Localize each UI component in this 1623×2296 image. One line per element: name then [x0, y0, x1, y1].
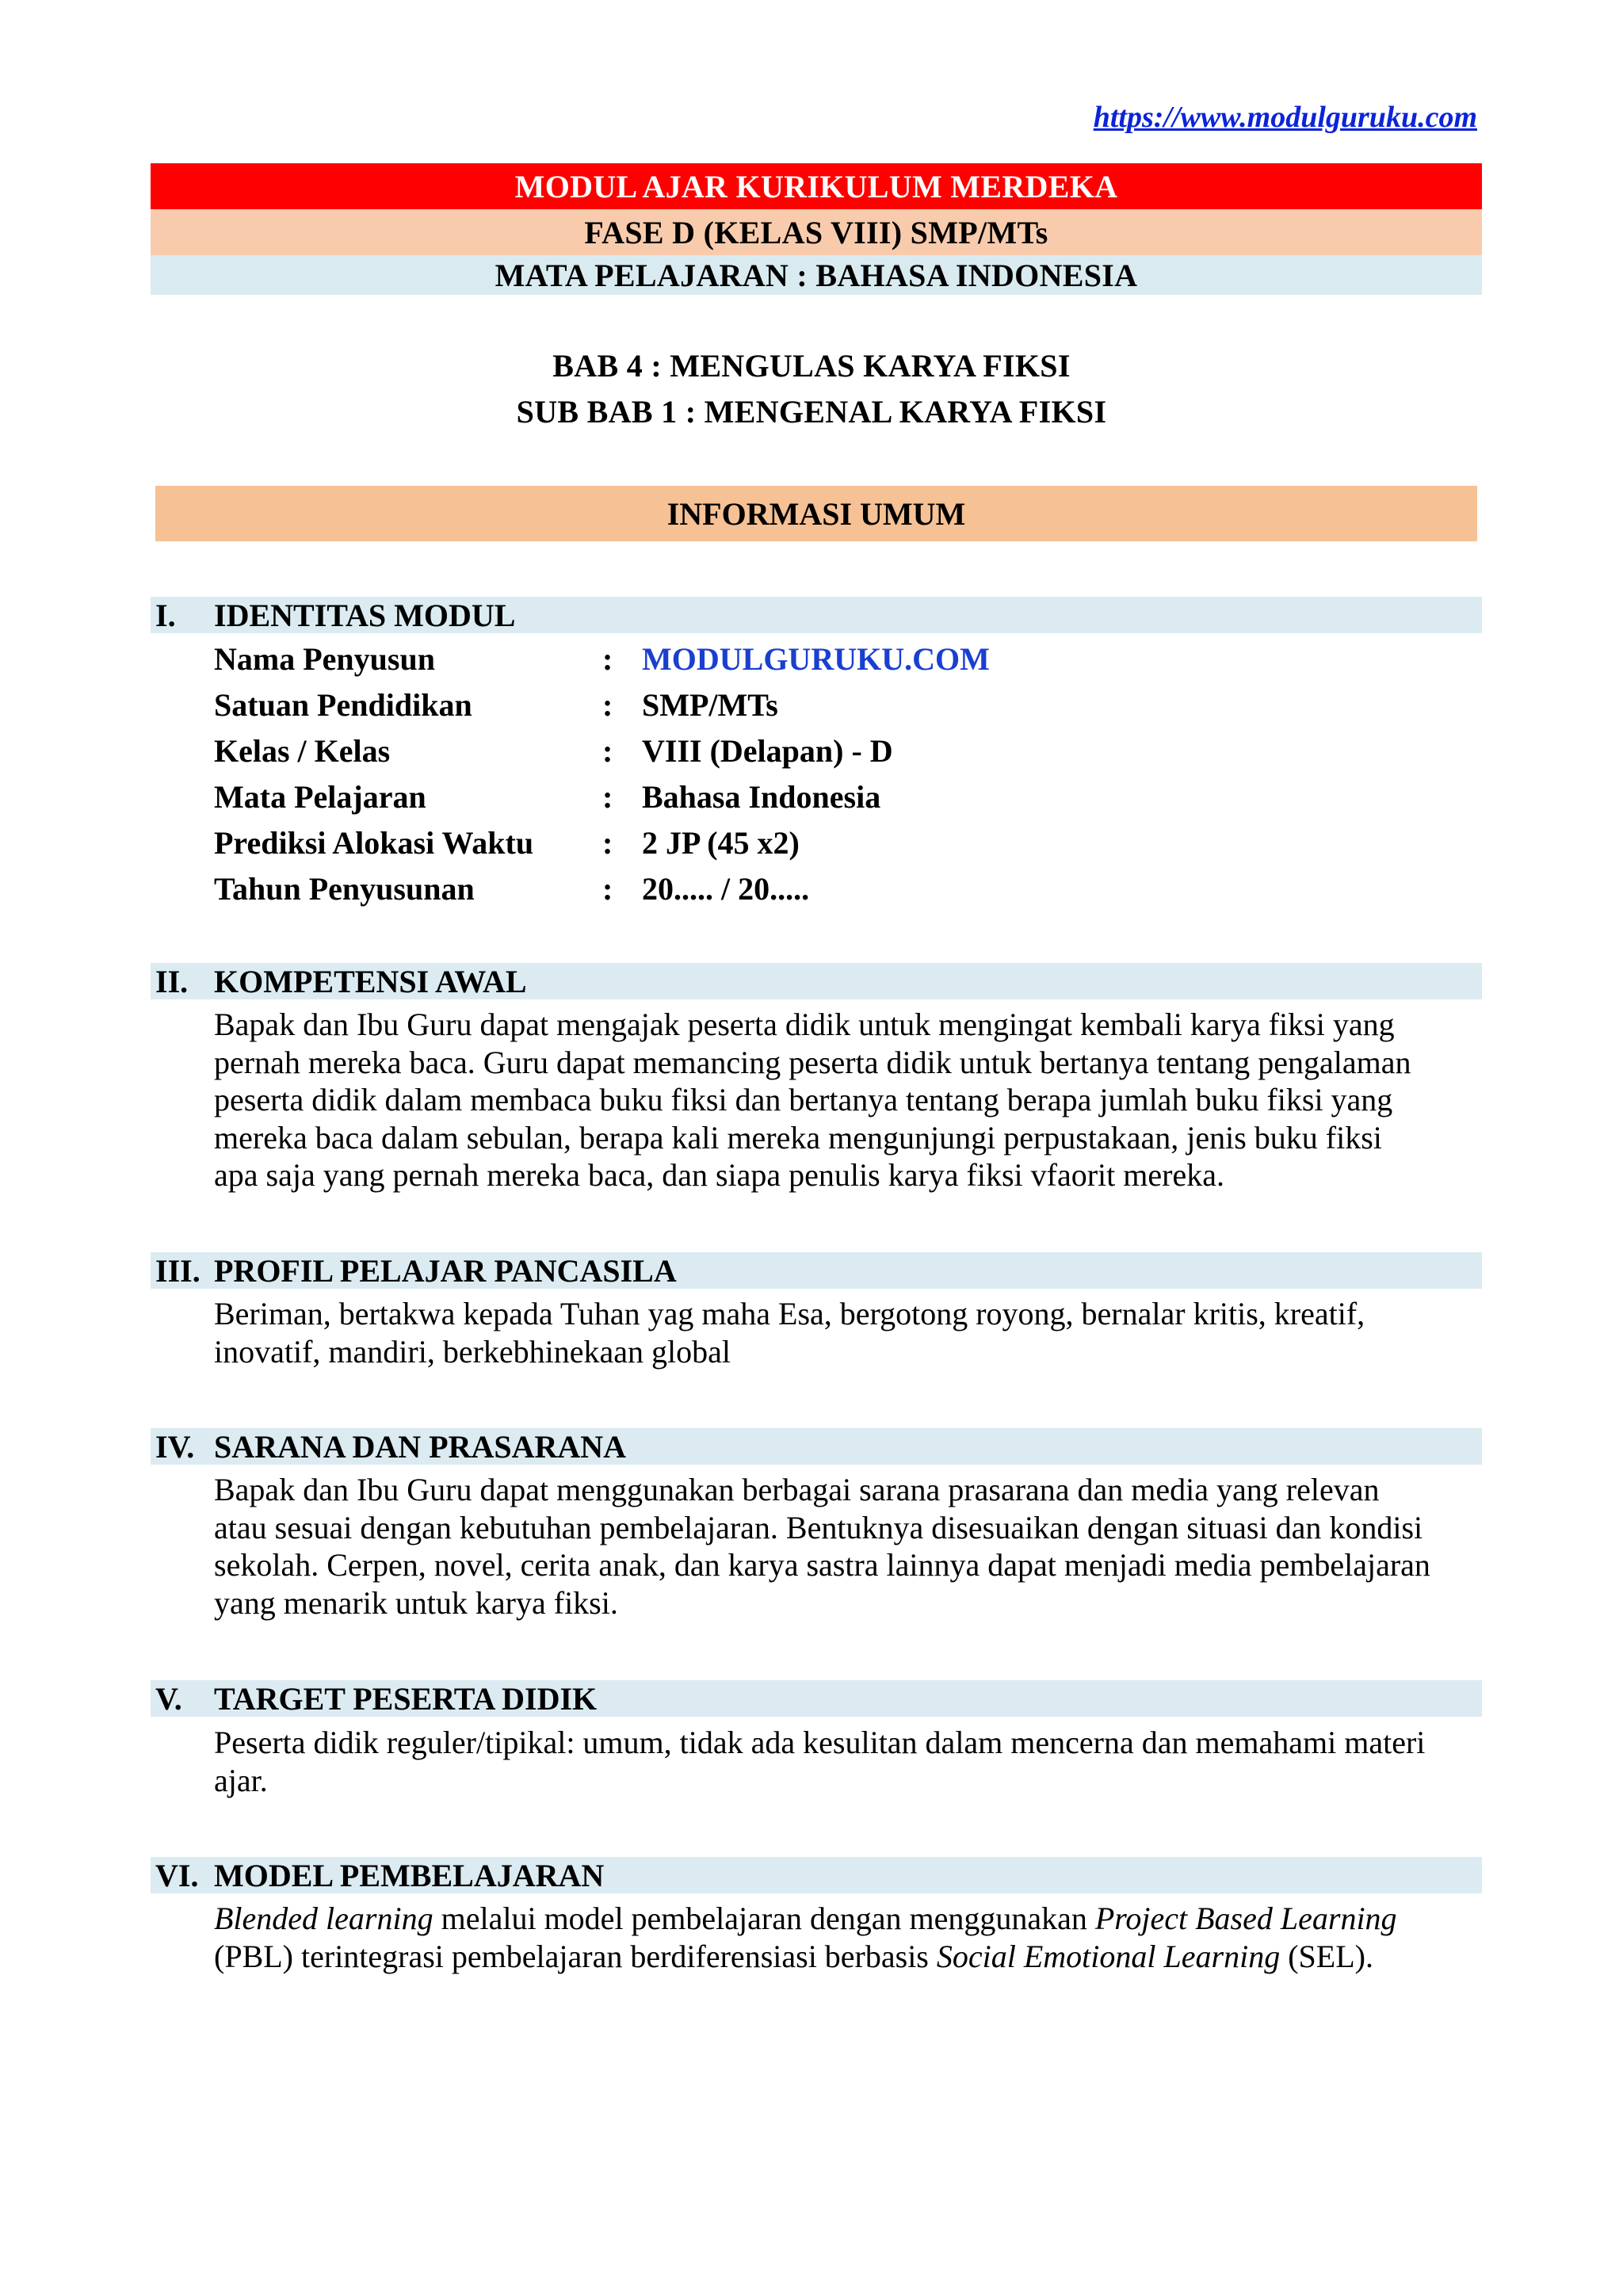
- section-header-profil: [151, 1252, 1482, 1289]
- section-body-profil: [214, 1295, 1482, 1370]
- general-info-title: INFORMASI UMUM: [666, 495, 966, 532]
- identity-label: Satuan Pendidikan: [214, 687, 472, 723]
- identity-row: [214, 778, 1482, 824]
- identity-value: SMP/MTs: [642, 687, 778, 723]
- general-info-banner: [155, 486, 1477, 541]
- identity-label: Kelas / Kelas: [214, 733, 391, 769]
- subchapter-title: SUB BAB 1 : MENGENAL KARYA FIKSI: [516, 394, 1107, 430]
- body-line: Bapak dan Ibu Guru dapat menggunakan berbagai sarana prasarana dan media yang relevan: [214, 1472, 1380, 1507]
- identity-row: [214, 732, 1482, 778]
- chapter-title: BAB 4 : MENGULAS KARYA FIKSI: [552, 348, 1071, 384]
- identity-value: MODULGURUKU.COM: [642, 641, 990, 677]
- identity-label: Mata Pelajaran: [214, 779, 426, 815]
- identity-value: Bahasa Indonesia: [642, 779, 881, 815]
- identity-colon: :: [602, 641, 613, 677]
- identity-colon: :: [602, 687, 613, 723]
- identity-label: Tahun Penyusunan: [214, 871, 475, 907]
- identity-value: 20..... / 20.....: [642, 871, 810, 907]
- section-header-kompetensi: [151, 963, 1482, 999]
- identity-colon: :: [602, 871, 613, 907]
- body-line: atau sesuai dengan kebutuhan pembelajaran. Bentuknya disesuaikan dengan situasi dan kondisi: [214, 1509, 1423, 1545]
- phase-title: FASE D (KELAS VIII) SMP/MTs: [584, 214, 1048, 250]
- section-title: IDENTITAS MODUL: [214, 598, 516, 633]
- body-text: (SEL).: [1280, 1938, 1373, 1974]
- body-line: inovatif, mandiri, berkebhinekaan global: [214, 1333, 731, 1370]
- phase-band: [151, 209, 1482, 255]
- section-number: V.: [155, 1681, 182, 1717]
- identity-label: Prediksi Alokasi Waktu: [214, 825, 534, 861]
- body-line: sekolah. Cerpen, novel, cerita anak, dan karya sastra lainnya dapat menjadi media pembelajaran: [214, 1547, 1430, 1583]
- body-line: [214, 1938, 1482, 1976]
- section-number: II.: [155, 964, 189, 999]
- section-number: VI.: [155, 1858, 199, 1893]
- section-header-model: [151, 1857, 1482, 1893]
- website-link[interactable]: https://www.modulguruku.com: [1093, 101, 1477, 134]
- body-line: mereka baca dalam sebulan, berapa kali mereka mengunjungi perpustakaan, jenis buku fiksi: [214, 1119, 1382, 1156]
- body-line: Peserta didik reguler/tipikal: umum, tidak ada kesulitan dalam mencerna dan memahami materi: [214, 1725, 1426, 1760]
- identity-row: [214, 824, 1482, 870]
- identity-colon: :: [602, 733, 613, 769]
- module-title-band: [151, 163, 1482, 209]
- body-line: Bapak dan Ibu Guru dapat mengajak peserta didik untuk mengingat kembali karya fiksi yang: [214, 1007, 1395, 1042]
- section-title: TARGET PESERTA DIDIK: [214, 1681, 598, 1717]
- section-header-sarana: [151, 1428, 1482, 1465]
- section-title: KOMPETENSI AWAL: [214, 964, 527, 999]
- body-line: yang menarik untuk karya fiksi.: [214, 1584, 618, 1621]
- italic-term: Project Based Learning: [1094, 1901, 1397, 1936]
- body-line: ajar.: [214, 1762, 268, 1798]
- identity-row: [214, 686, 1482, 732]
- section-body-target: [214, 1724, 1482, 1799]
- subject-band: [151, 255, 1482, 295]
- body-text: melalui model pembelajaran dengan menggunakan: [433, 1901, 1095, 1936]
- section-title: MODEL PEMBELAJARAN: [214, 1858, 605, 1893]
- identity-value: 2 JP (45 x2): [642, 825, 800, 861]
- section-body-sarana: [214, 1471, 1482, 1622]
- identity-colon: :: [602, 825, 613, 861]
- identity-row: [214, 640, 1482, 686]
- body-line: pernah mereka baca. Guru dapat memancing peserta didik untuk bertanya tentang pengalaman: [214, 1044, 1411, 1080]
- section-title: PROFIL PELAJAR PANCASILA: [214, 1253, 677, 1289]
- body-text: (PBL) terintegrasi pembelajaran berdiferensiasi berbasis: [214, 1938, 937, 1974]
- identity-colon: :: [602, 779, 613, 815]
- identity-row: [214, 870, 1482, 916]
- section-body-model: [214, 1900, 1482, 1975]
- section-header-identitas: [151, 597, 1482, 633]
- body-line: apa saja yang pernah mereka baca, dan siapa penulis karya fiksi vfaorit mereka.: [214, 1157, 1224, 1193]
- subject-title: MATA PELAJARAN : BAHASA INDONESIA: [495, 257, 1138, 293]
- section-number: I.: [155, 598, 176, 633]
- section-body-kompetensi: [214, 1006, 1482, 1194]
- italic-term: Blended learning: [214, 1901, 433, 1936]
- identity-value: VIII (Delapan) - D: [642, 733, 893, 769]
- body-line: Beriman, bertakwa kepada Tuhan yag maha Esa, bergotong royong, bernalar kritis, kreatif,: [214, 1296, 1365, 1331]
- identity-label: Nama Penyusun: [214, 641, 435, 677]
- section-number: IV.: [155, 1429, 195, 1465]
- module-title: MODUL AJAR KURIKULUM MERDEKA: [514, 168, 1118, 204]
- body-line: [214, 1900, 1482, 1938]
- body-line: peserta didik dalam membaca buku fiksi dan bertanya tentang berapa jumlah buku fiksi yang: [214, 1082, 1393, 1117]
- section-number: III.: [155, 1253, 200, 1289]
- section-header-target: [151, 1680, 1482, 1717]
- italic-term: Social Emotional Learning: [936, 1938, 1281, 1974]
- section-title: SARANA DAN PRASARANA: [214, 1429, 627, 1465]
